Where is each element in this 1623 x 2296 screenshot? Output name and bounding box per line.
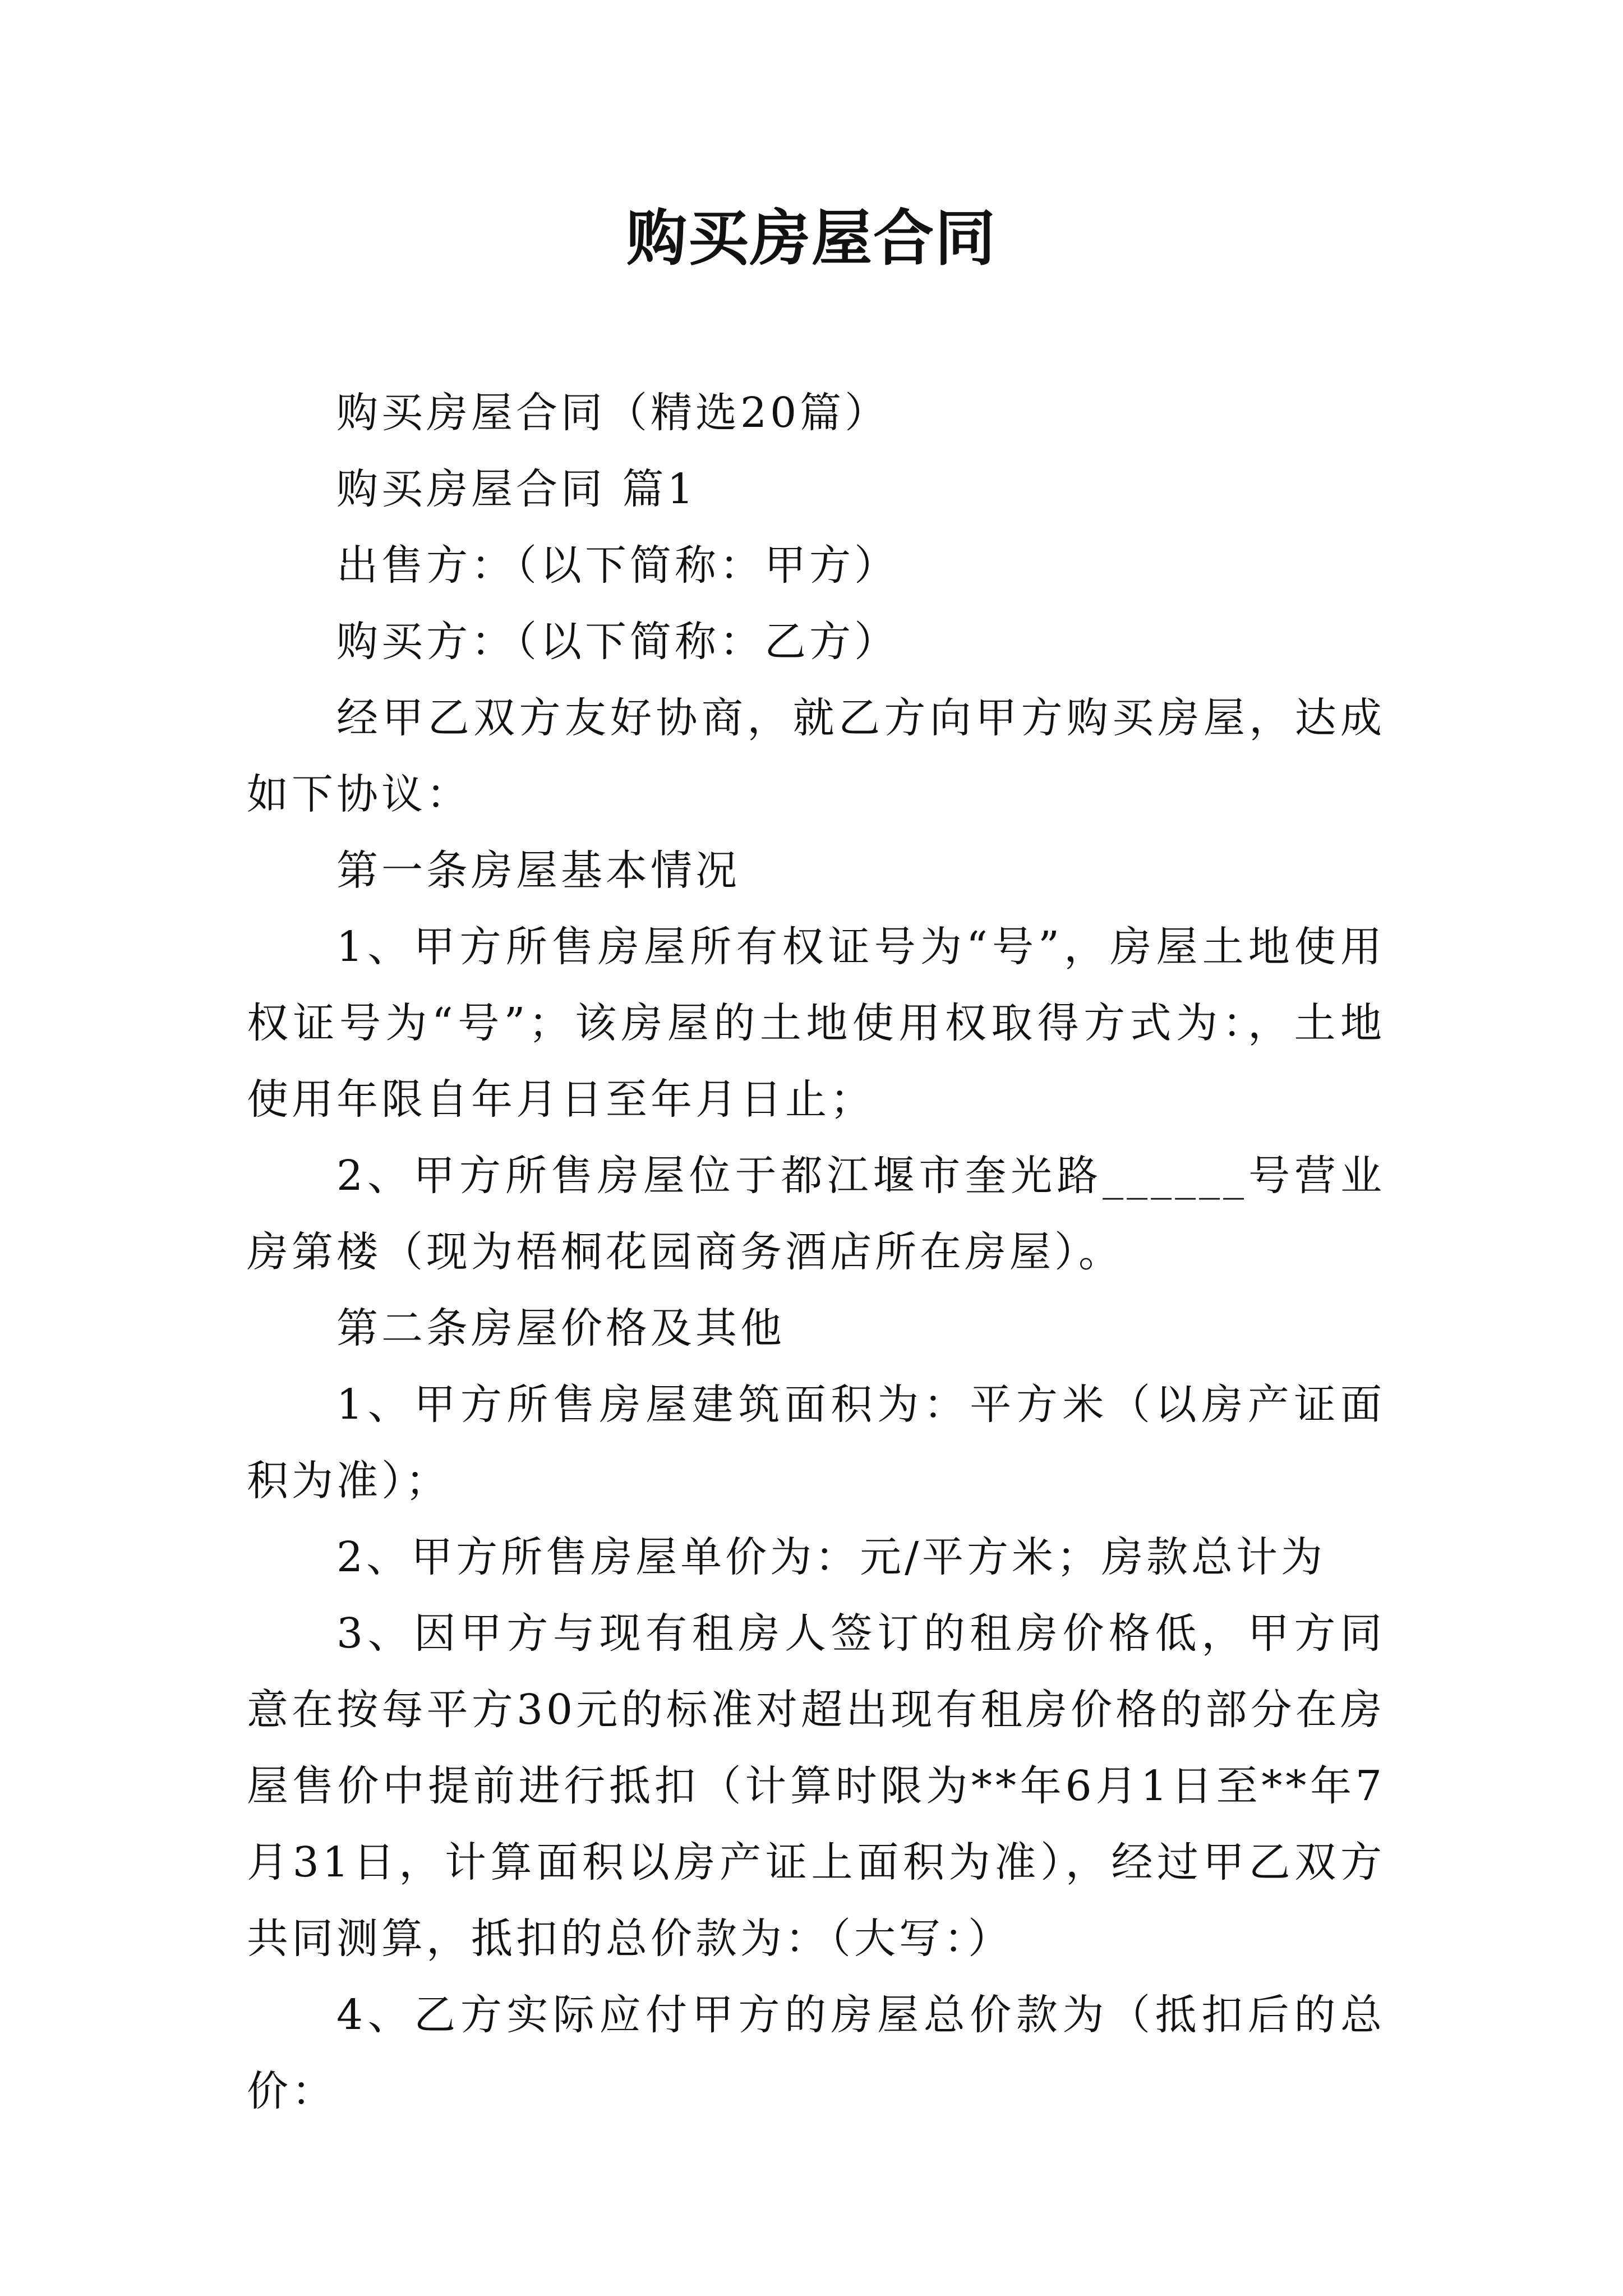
paragraph-buyer: 购买方：（以下简称：乙方） bbox=[336, 618, 899, 666]
paragraph-article-2-heading: 第二条房屋价格及其他 bbox=[336, 1304, 785, 1352]
document-body bbox=[247, 375, 1385, 2129]
paragraph-section-heading: 购买房屋合同 篇1 bbox=[336, 465, 697, 513]
paragraph-subtitle: 购买房屋合同（精选20篇） bbox=[336, 389, 890, 437]
paragraph-article-1-item-1: 1、甲方所售房屋所有权证号为“号”，房屋土地使用权证号为“号”；该房屋的土地使用权取得方式为：，土地使用年限自年月日至年月日止； bbox=[247, 923, 1385, 1124]
document-title: 购买房屋合同 bbox=[626, 203, 997, 274]
paragraph-article-1-item-2: 2、甲方所售房屋位于都江堰市奎光路______号营业房第楼（现为梧桐花园商务酒店所在房屋）。 bbox=[247, 1152, 1385, 1276]
paragraph-preamble: 经甲乙双方友好协商，就乙方向甲方购买房屋，达成如下协议： bbox=[247, 694, 1385, 818]
paragraph-article-2-item-3: 3、因甲方与现有租房人签订的租房价格低，甲方同意在按每平方30元的标准对超出现有租房价格的部分在房屋售价中提前进行抵扣（计算时限为**年6月1日至**年7月31日，计算面积以房产证上面积为准），经过甲乙双方共同测算，抵扣的总价款为：（大写：） bbox=[247, 1609, 1385, 1963]
paragraph-article-2-item-4: 4、乙方实际应付甲方的房屋总价款为（抵扣后的总价： bbox=[247, 1991, 1385, 2115]
paragraph-article-2-item-2: 2、甲方所售房屋单价为：元/平方米；房款总计为 bbox=[336, 1533, 1326, 1581]
paragraph-article-1-heading: 第一条房屋基本情况 bbox=[336, 846, 740, 895]
paragraph-seller: 出售方：（以下简称：甲方） bbox=[336, 541, 899, 590]
paragraph-article-2-item-1: 1、甲方所售房屋建筑面积为：平方米（以房产证面积为准）； bbox=[247, 1381, 1385, 1505]
